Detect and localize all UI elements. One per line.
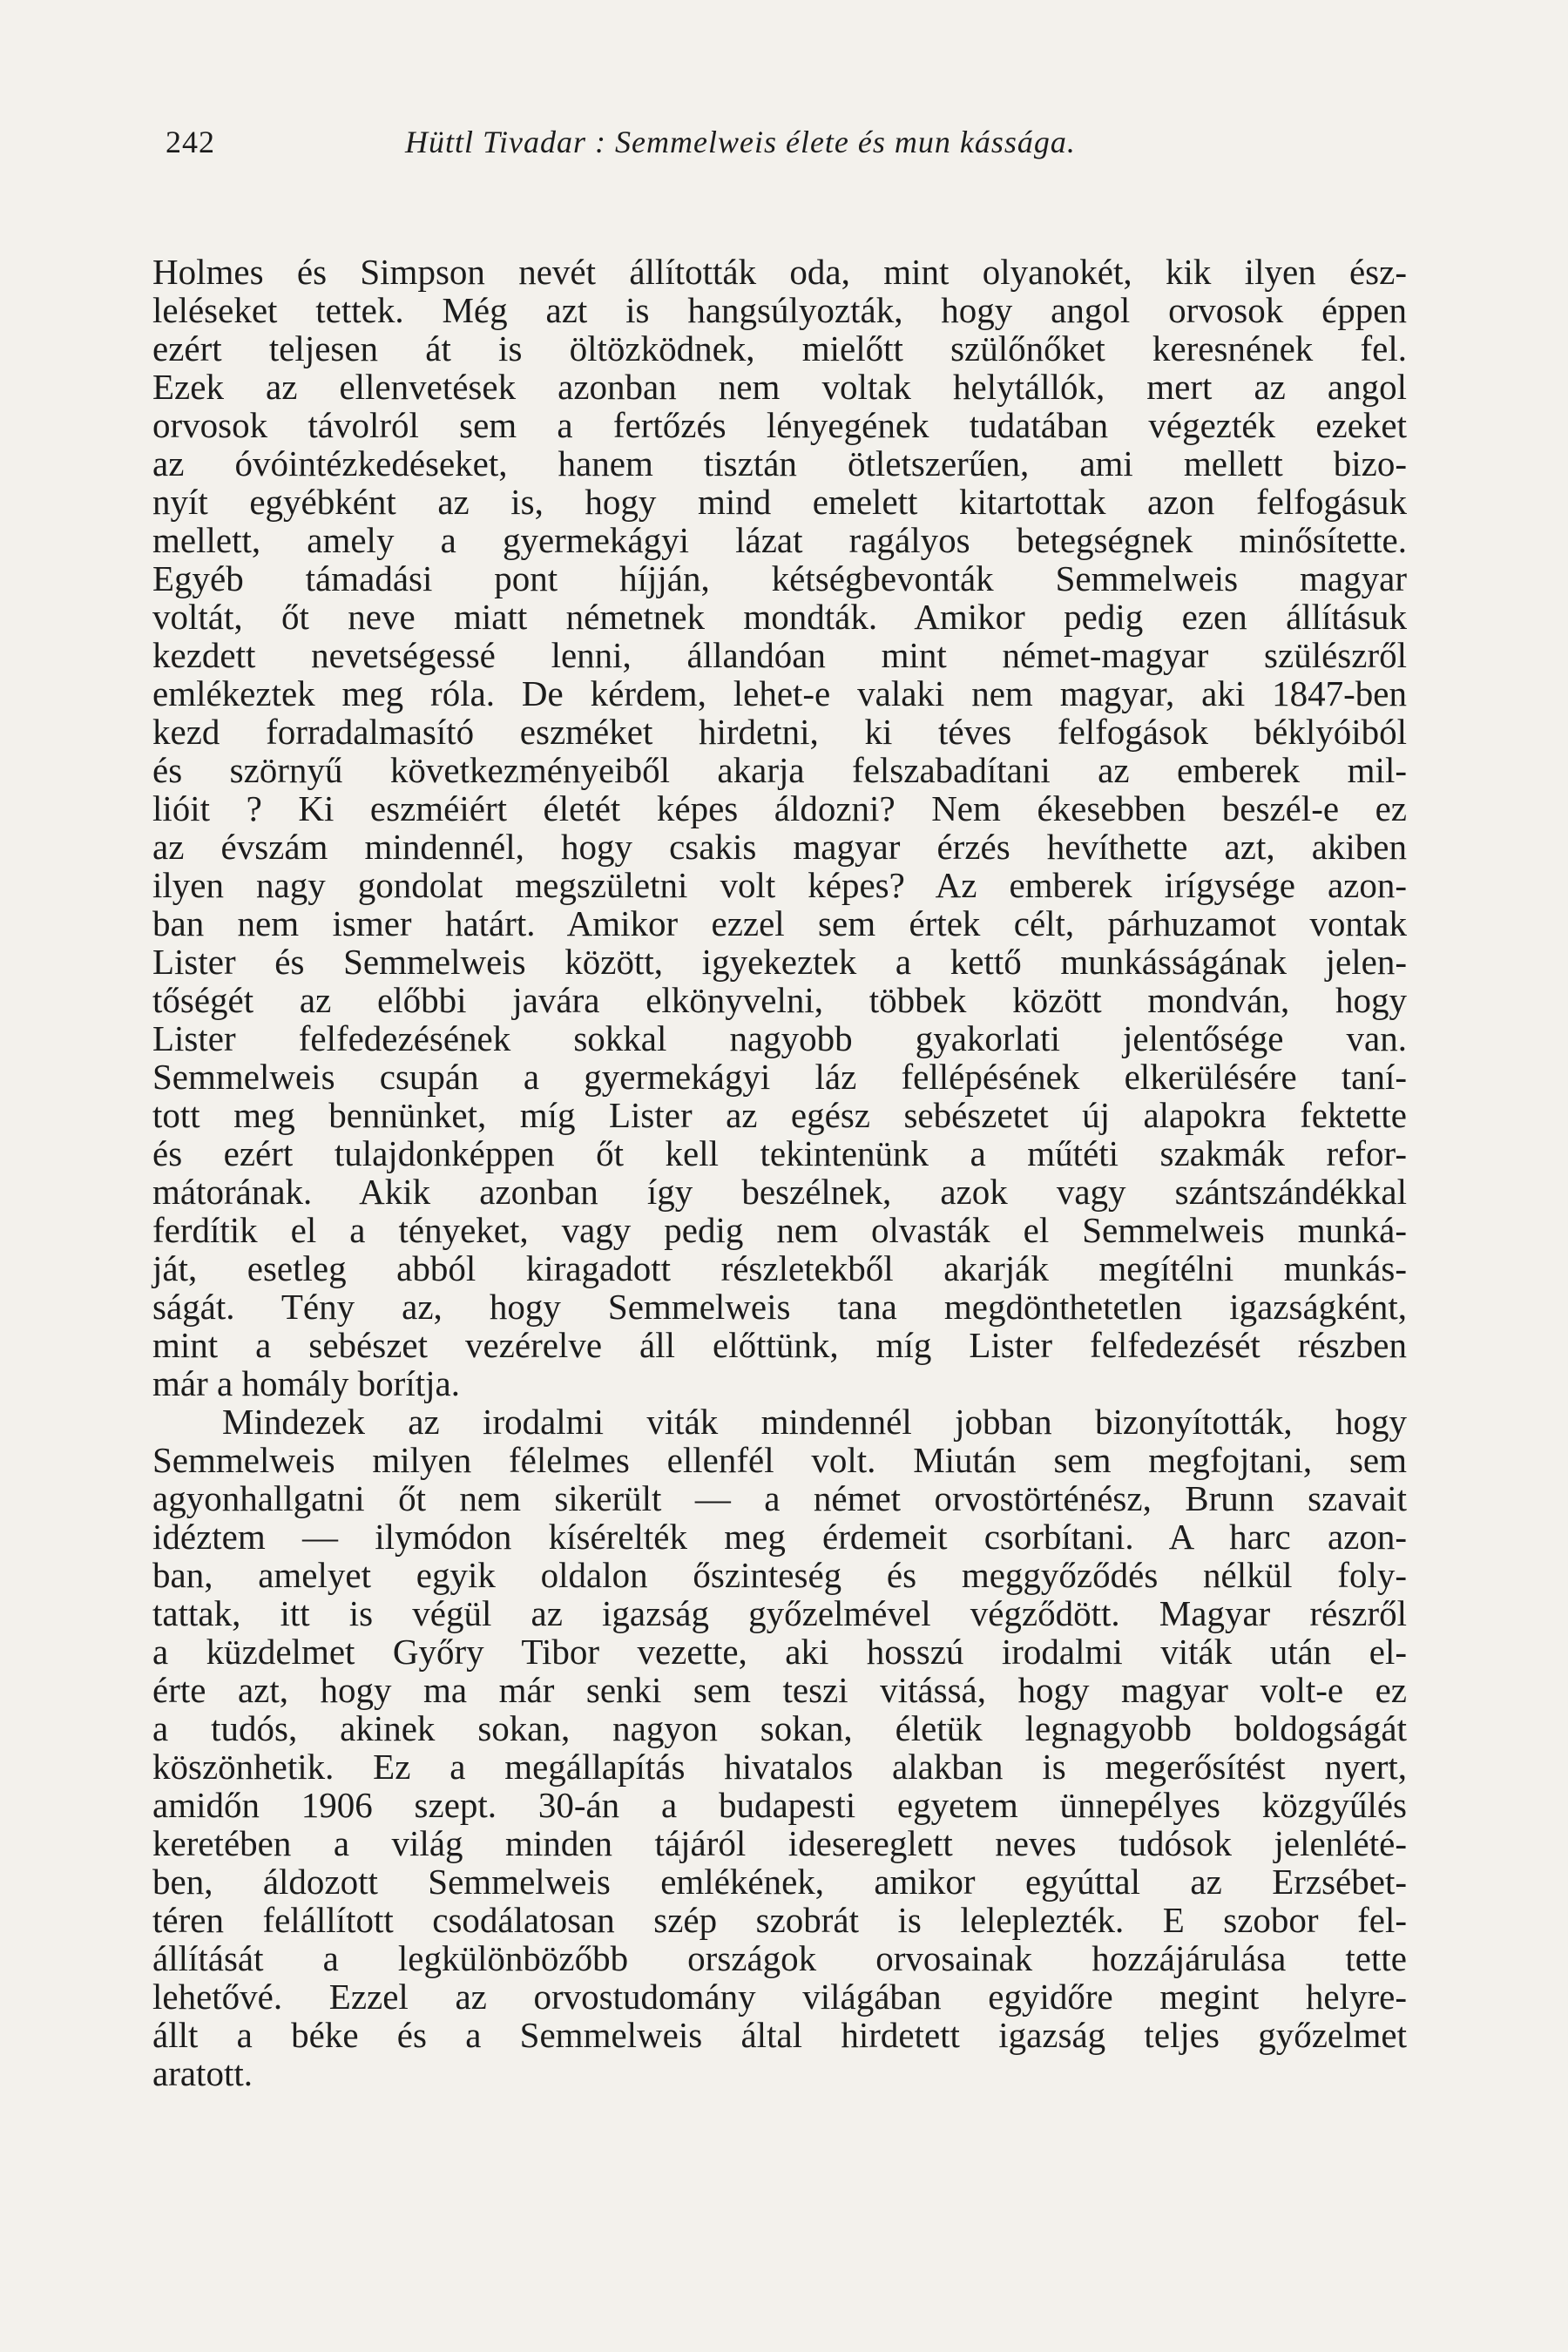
text-line: a küzdelmet Győry Tibor vezette, aki hosszú irodalmi viták után el-	[152, 1632, 1407, 1672]
text-line: Ezek az ellenvetések azonban nem voltak helytállók, mert az angol	[152, 367, 1407, 407]
text-line: agyonhallgatni őt nem sikerült — a német orvostörténész, Brunn szavait	[152, 1478, 1407, 1518]
page-number: 242	[166, 125, 215, 159]
text-line: ilyen nagy gondolat megszületni volt képes? Az emberek irígysége azon-	[152, 865, 1407, 905]
text-line: tott meg bennünket, míg Lister az egész sebészetet új alapokra fektette	[152, 1095, 1407, 1135]
text-line: Lister és Semmelweis között, igyekeztek a kettő munkásságának jelen-	[152, 942, 1407, 982]
text-line: ezért teljesen át is öltözködnek, mielőtt szülőnőket keresnének fel.	[152, 328, 1407, 368]
text-line: ban, amelyet egyik oldalon őszinteség és meggyőződés nélkül foly-	[152, 1555, 1407, 1595]
text-line: aratott.	[152, 2053, 253, 2093]
text-line: Lister felfedezésének sokkal nagyobb gyakorlati jelentősége van.	[152, 1018, 1407, 1058]
text-line: köszönhetik. Ez a megállapítás hivatalos alakban is megerősítést nyert,	[152, 1747, 1407, 1787]
text-line: leléseket tettek. Még azt is hangsúlyozták, hogy angol orvosok éppen	[152, 290, 1407, 330]
text-line: mátorának. Akik azonban így beszélnek, azok vagy szántszándékkal	[152, 1172, 1407, 1212]
text-line: az óvóintézkedéseket, hanem tisztán ötletszerűen, ami mellett bizo-	[152, 443, 1407, 483]
text-line: a tudós, akinek sokan, nagyon sokan, életük legnagyobb boldogságát	[152, 1708, 1407, 1748]
text-line: mellett, amely a gyermekágyi lázat ragályos betegségnek minősítette.	[152, 520, 1407, 560]
text-line: már a homály borítja.	[152, 1363, 460, 1403]
text-line: ferdítik el a tényeket, vagy pedig nem olvasták el Semmelweis munká-	[152, 1210, 1407, 1250]
body-text	[152, 253, 1407, 2092]
text-line: ben, áldozott Semmelweis emlékének, amikor egyúttal az Erzsébet-	[152, 1862, 1407, 1902]
paragraph-2	[152, 1402, 1407, 2092]
text-line: az évszám mindennél, hogy csakis magyar érzés hevíthette azt, akiben	[152, 827, 1407, 867]
text-line: nyít egyébként az is, hogy mind emelett kitartottak azon felfogásuk	[152, 482, 1407, 522]
text-line: és szörnyű következményeiből akarja felszabadítani az emberek mil-	[152, 750, 1407, 790]
text-line: és ezért tulajdonképpen őt kell tekintenünk a műtéti szakmák refor-	[152, 1133, 1407, 1173]
running-title: Hüttl Tivadar : Semmelweis élete és mun kássága.	[405, 125, 1076, 159]
text-line: érte azt, hogy ma már senki sem teszi vitássá, hogy magyar volt-e ez	[152, 1670, 1407, 1710]
text-line: emlékeztek meg róla. De kérdem, lehet-e valaki nem magyar, aki 1847-ben	[152, 673, 1407, 713]
text-line: mint a sebészet vezérelve áll előttünk, míg Lister felfedezését részben	[152, 1325, 1407, 1365]
text-line: Egyéb támadási pont híjján, kétségbevonták Semmelweis magyar	[152, 558, 1407, 598]
text-line: idéztem — ilymódon kísérelték meg érdemeit csorbítani. A harc azon-	[152, 1517, 1407, 1557]
text-line: keretében a világ minden tájáról idesereglett neves tudósok jelenlété-	[152, 1823, 1407, 1863]
text-line: tattak, itt is végül az igazság győzelmével végződött. Magyar részről	[152, 1593, 1407, 1633]
text-line: ját, esetleg abból kiragadott részletekből akarják megítélni munkás-	[152, 1248, 1407, 1288]
running-head	[166, 124, 1402, 176]
text-line: kezd forradalmasító eszméket hirdetni, ki téves felfogások béklyóiból	[152, 712, 1407, 752]
text-line: ságát. Tény az, hogy Semmelweis tana megdönthetetlen igazságként,	[152, 1287, 1407, 1327]
paragraph-1	[152, 253, 1407, 1402]
text-line: amidőn 1906 szept. 30-án a budapesti egyetem ünnepélyes közgyűlés	[152, 1785, 1407, 1825]
text-line: kezdett nevetségessé lenni, állandóan mint német-magyar szülészről	[152, 635, 1407, 675]
text-line: Semmelweis milyen félelmes ellenfél volt. Miután sem megfojtani, sem	[152, 1440, 1407, 1480]
text-line: lehetővé. Ezzel az orvostudomány világában egyidőre megint helyre-	[152, 1977, 1407, 2017]
text-line: tőségét az előbbi javára elkönyvelni, többek között mondván, hogy	[152, 980, 1407, 1020]
text-line: orvosok távolról sem a fertőzés lényegének tudatában végezték ezeket	[152, 405, 1407, 445]
text-line: voltát, őt neve miatt németnek mondták. Amikor pedig ezen állításuk	[152, 597, 1407, 637]
text-line: lióit ? Ki eszméiért életét képes áldozni? Nem ékesebben beszél-e ez	[152, 788, 1407, 828]
text-line: Semmelweis csupán a gyermekágyi láz fellépésének elkerülésére taní-	[152, 1057, 1407, 1097]
text-line: téren felállított csodálatosan szép szobrát is leleplezték. E szobor fel-	[152, 1900, 1407, 1940]
text-line: Holmes és Simpson nevét állították oda, mint olyanokét, kik ilyen ész-	[152, 252, 1407, 292]
text-line: Mindezek az irodalmi viták mindennél jobban bizonyították, hogy	[222, 1402, 1407, 1442]
text-line: állt a béke és a Semmelweis által hirdetett igazság teljes győzelmet	[152, 2015, 1407, 2055]
text-line: ban nem ismer határt. Amikor ezzel sem értek célt, párhuzamot vontak	[152, 903, 1407, 943]
text-line: állítását a legkülönbözőbb országok orvosainak hozzájárulása tette	[152, 1938, 1407, 1978]
